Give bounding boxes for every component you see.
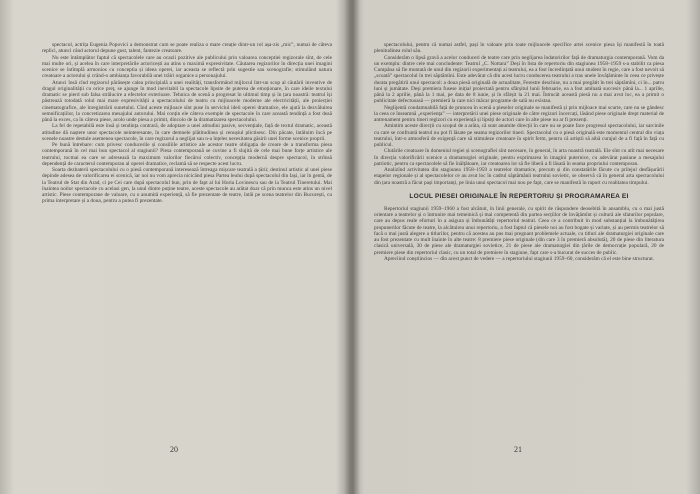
paragraph: Atunci însă cînd regizorul părăsește calea principială a unei realități, transformând mijlocul într-un scop al căutării inventive de dragul originalității cu orice preț, se ajunge în mod inevitabil la spectacole lipsite de puterea de emoționare, în care ideile textului dramatic se pierd sub falsa strălucire a efectelor exterioare. Tehnica de scenă a progresat în ultimul timp și în țara noastră: teatrul își păstrează totodată rolul mai mare expresivității a spectacolului de teatru cu mijloacele moderne ale electricității, ale proiecției cinematografice, ale înregistrării sunetului. Cînd aceste mijloace sînt puse în serviciul ideii operei dramatice, ele ajută la dezvăluirea semnificațiilor, la concretizarea mesajului autorului. Mai conțin ele câteva exemple de spectacole în care această tendință a fost dusă până la exces, ca în câteva piese, acolo unde piesa a primit, dincolo de la dramatizarea spectacolului.: [42, 79, 332, 123]
paragraph: Pe bună întrebare: cum privesc conducerile și consiliile artistice ale acestor teatre obligația de creare de a transforma piesa contemporană în cel mai bun spectacol al stagiunii? Piesa contemporană se cuvine a fi slujită de cele mai bune forțe artistice ale teatrului, tocmai ea care se adresează la maximum valorilor fiecărui colectiv, concepția modernă despre spectacol, în strînsă dependență de caracterul contemporan al operei dramatice, reclamă să se respecte acest lucru.: [42, 142, 332, 167]
page-number-left: 20: [170, 445, 178, 454]
section-title: LOCUL PIESEI ORIGINALE ÎN REPERTORIU ȘI PROGRAMAREA EI: [409, 192, 629, 200]
right-page: [360, 4, 686, 490]
left-page-text: [42, 42, 332, 205]
paragraph: Neglijentă condamnabilă față de pruncea în scenă a pieselor originale se manifestă și prin mijloace mai scurte, care nu se gândesc la ceea ce înseamnă „experiența” — interpretării unei piese originale de către regizori încercați, lăsând piese originale drept material de antrenament pentru tineri regizori cu experiență și lipsiți de actori care în alte piese nu ar fi prezenți.: [374, 104, 664, 123]
paragraph: spectacolului, pentru că numai astfel, pași în valoare prin toate mijloacele specifice artei scenice piesa își manifestă în toată plenitudinea rolul său.: [374, 42, 664, 55]
paragraph: La fel de repetabilă este însă și tendința contrară, de adoptare a unei atitudini pasive, secvențiale, față de textul dramatic, această atitudine dă naștere unor spectacole neinteresante, în care demnele plătitudinea și cenușiul plictisesc. Din păcate, întâlnim încă pe scenele noastre destule asemenea spectacole, în care regizorul a neglijat sau n-a înțeles necesitatea găsirii unei forme scenice proprii.: [42, 123, 332, 142]
paragraph: Considerăm o lipsă gravă a acelor conduceri de teatre care prin neglijarea îndatoririlor față de dramaturgia contemporană. Vom da un exemplu: dintre cele mai concludente: Teatrul „C. Nottara” Deși în lista de repertoriu din stagiunea 1958–1959 s-a stabilit ca piesa Cumpăna să fie montată de unul din regizorii experimentați ai teatrului, ea a fost încredințată unui student în regie, care a fost nevoit să „scoată” spectacolul în trei săptămîni. Este adevărat că din acest lucru conducerea teatrului a tras unele învățăminte în ceea ce privește durata pregătirii unui spectacol: a doua piesă originală de actualitate, Ferestre deschise, nu a mai pregătit în trei săptămîni, ci în... patru luni și jumătate. Deși premiera fusese inițial proiectată pentru sfârșitul lunii februarie, ea a fost amînată succesiv până la... 1 aprilie, până la 2 aprilie, până la 1 mai, pe data de 8 iunie, și în sfârșit la 21 mai. Întrucât această piesă nu a mai avut loc, ea a primit o publicitate defectuoasă — premieră la care nici măcar programe de sală nu existau.: [374, 54, 664, 105]
paragraph: Nu este întâmplător faptul că spectacolele care au ocazii pozitive ale publicului prin valoarea conceptiei regizorale sînt, de cele mai multe ori, și acelea în care interpretările actoricești au atins o maximă expresivitate. Căutarea regizorilor în direcția unei imagini scenice se întîmplă armonios cu conceptia și ideea operei, iar aceasta se reflectă prin sugestie sau scenografie; stimulând natura creatoare a actorului și crând-o ambianța favorabilă unei trăiri organice a personajului.: [42, 54, 332, 80]
paragraph: Apreciind conștiincios — din acest punct de vedere — a repertoriului stagiunii 1959–60, considerăm că el este bine structurat.: [384, 255, 655, 262]
right-page-text: [374, 42, 664, 262]
paragraph: Analizînd activitatea din stagiunea 1958–1959 a teatrelor dramatice, precum și din constatările făcute cu prilejul desfășurării etapelor regionale și al spectacolelor ce au avut loc în cadrul săptămânii teatrului sovietic, se observă că în general arta spectacolului din țara noastră a făcut pași importanți, pe linia unui spectacol mai nou pe fapt, care se manifestă în raport cu realitatea timpului.: [374, 167, 664, 186]
paragraph: Repertoriul stagiunii 1959–1960 a fost alcătuit, în linii generale, cu spirit de răspundere deosebită în ansamblu, cu o mai justă orientare a teatrelor și o întrunire mai temeinică și mai competentă din partea secțiilor de învățămînt și cultură ale sfaturilor populare, care au depus reale eforturi în a asigura și îmbunătăți repertoriul teatral. Ceea ce a contribuit în mod substanțial la îmbunătățirea propunerilor făcute de teatre, la alcătuirea unui repertoriu, a fost faptul că piesele noi au fost bogate și variate, și au permis teatrelor să facă o mai justă alegere a titlurilor, pentru că acestea au pus mai pregnant problemele actuale, cu titluri ale dramaturgiei originale care au fost prezentate cu mult înainte în alte teatre: 8 premiere piese originale (din care 3 în premieră absolută), 20 de piese din literatura clasică universală, 30 de piese ale dramaturgiei sovietice, 21 de piese ale dramaturgiei din țările de democrație populară, 20 de premiere piese din repertoriul clasic, cu un total de premiere în stagiune, fapt care s-a bucurat de succes de public.: [374, 205, 664, 256]
left-page: [14, 4, 344, 490]
page-number-right: 21: [514, 445, 522, 454]
paragraph: Soarta dezbaterii spectacolului cu o piesă contemporană interesează întreaga mișcare teatrală a țării; destinul artistic al unei piese depinde adesea de valorificarea ei scenică, iar noi nu vom aprecia nicicând piesa Partea leului după spectacolul din Iași, iar în gentă, de la Teatrul de Stat din Arad, ci pe Cei care după spectacolul bun, prin de fapt al lui Horia Lovinescu sau de la Teatrul Tineretului. Mai înaintea noilor spectacole cu acelasi gen, la unul dintre puține teatre, aceste spectacole au arătat doar că prin munca este atins un nivel artistic. Piese contemporane de valoare, cu o anumită experiență, să fie prezentate de teatre, întâi pe scena teatrelor din București, cu prima interpretare și a doua, pentru a putea fi prezentate.: [42, 167, 332, 205]
paragraph: Clutările creatoare în domeniul regiei și scenografiei sînt necesare, în general, în arta noastră teatrală. Ele sînt cu atît mai necesare în direcția valorificării scenice a dramaturgiei originale, pentru exprimarea în imagini puternice, cu adevărat pasiune a mesajului patriotic, pentru ca spectacolele să fie înălțătoare, iar creatoarea lor să fie liberă a fi lăsată în seama propriului contemporan.: [374, 148, 664, 167]
paragraph: spectacol, actrița Eugenia Popovici a demonstrat cum se poate realiza o mare creație dintr-un rol așa-zis „mic”, numai de câteva replici, atunci când actorul depune gust, talent, fantezie creatoare.: [42, 42, 332, 55]
paragraph: Amintim aceste direcții cu scopul de a arăta, că sunt anumite direcții în care nu se poate face progresul spectacolului, iar sarcinile cu care se confruntă teatrul nu pot fi lăsate pe seama regizorilor tineri. Spectacolul cu o piesă originală este momentul central din viața teatrului, într-o atmosferă de exigență care să stimuleze creatoare în spirit ferm, pentru că artiștii să aibă curajul de a fi față în față cu publicul.: [374, 123, 664, 148]
book-spine: [344, 0, 360, 494]
